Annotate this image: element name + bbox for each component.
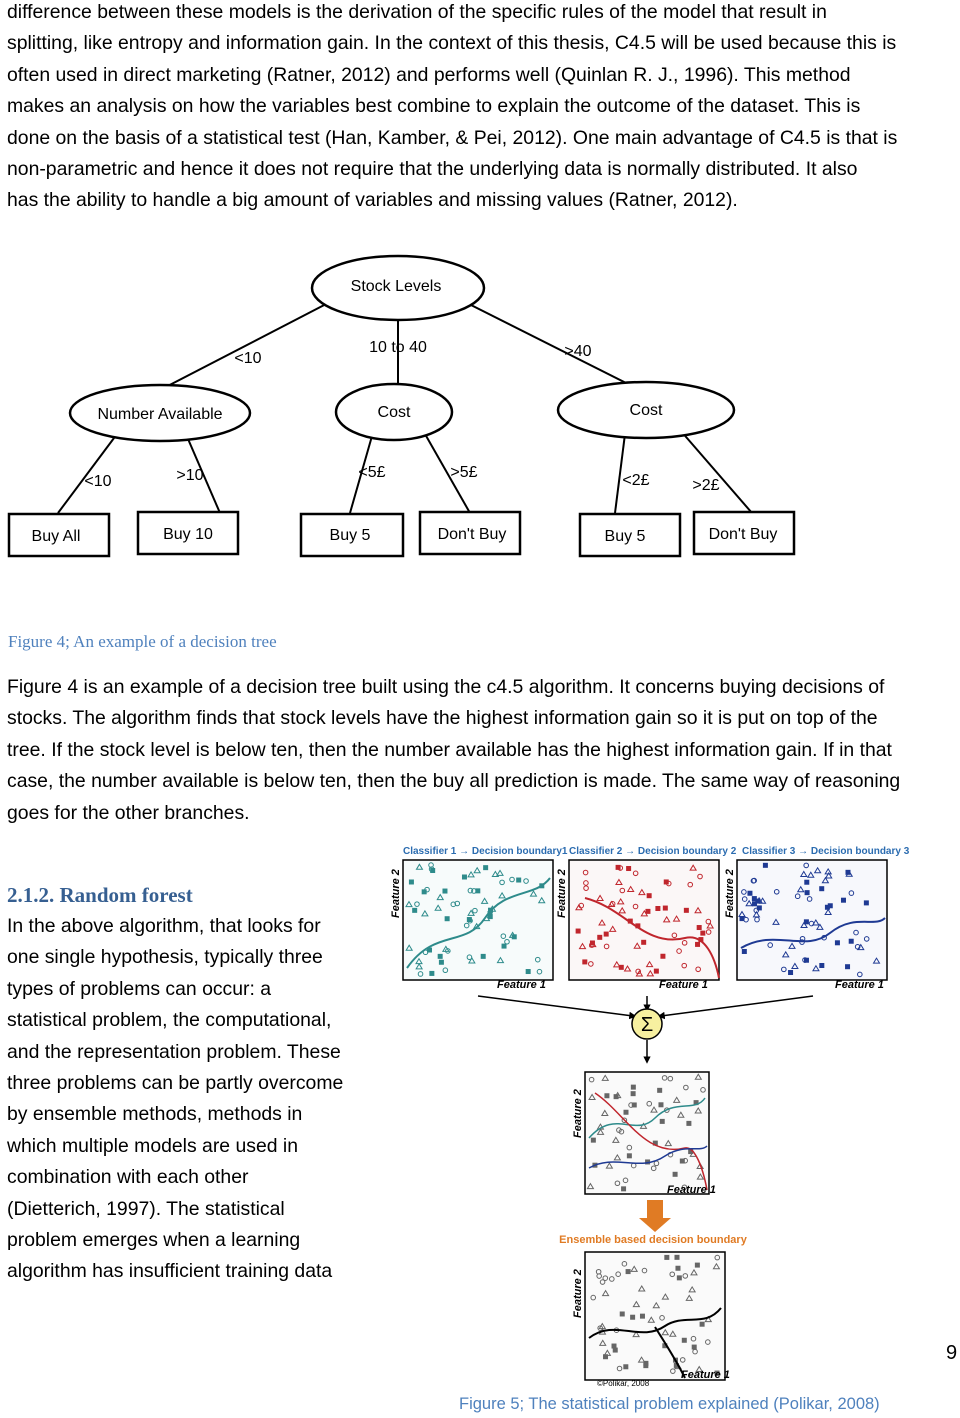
scatter-marker [805, 890, 810, 895]
tree-edge-label: <10 [234, 350, 262, 367]
scatter-marker [864, 900, 869, 905]
text-line: often used in direct marketing (Ratner, 2012) and performs well (Quinlan R. J., 1996). This method [7, 63, 851, 86]
scatter-marker [582, 959, 587, 964]
scatter-marker [673, 1172, 678, 1177]
scatter-marker [438, 954, 443, 959]
scatter-marker [845, 964, 850, 969]
text-line: and the representation problem. These [7, 1040, 341, 1063]
scatter-marker [788, 970, 793, 975]
scatter-marker [631, 1085, 636, 1090]
tree-edge-label: 10 to 40 [369, 339, 427, 356]
tree-node-label: Number Available [97, 406, 223, 423]
text-line: non-parametric and hence it does not require that the underlying data is normally distributed. It also [7, 158, 858, 181]
scatter-marker [620, 1311, 625, 1316]
tree-edge-label: <5£ [358, 464, 386, 481]
decision-tree-figure [0, 250, 960, 570]
scatter-marker [695, 942, 700, 947]
scatter-marker [439, 960, 444, 965]
text-line: three problems can be partly overcome [7, 1072, 344, 1095]
scatter-marker [677, 1275, 682, 1280]
text-line: stocks. The algorithm finds that stock levels have the highest information gain so it is put on top of the [7, 707, 878, 730]
scatter-marker [626, 1269, 631, 1274]
text-line: one single hypothesis, typically three [7, 946, 323, 969]
scatter-marker [604, 1093, 609, 1098]
scatter-marker [647, 893, 652, 898]
tree-explanation-paragraph [7, 672, 957, 829]
classifier-1-title: Classifier 1 → Decision boundary1 [403, 846, 568, 857]
text-line: done on the basis of a statistical test (Han, Kamber, & Pei, 2012). One main advantage of C4.5 is that is [7, 126, 898, 149]
scatter-marker [819, 886, 824, 891]
scatter-marker [445, 916, 450, 921]
scatter-marker [686, 1121, 691, 1126]
scatter-marker [481, 954, 486, 959]
scatter-marker [755, 899, 760, 904]
classifier-1-panel [403, 860, 553, 980]
text-line: difference between these models is the derivation of the specific rules of the model that result in [7, 1, 827, 23]
y-axis-label: Feature 2 [572, 1269, 584, 1318]
scatter-marker [641, 940, 646, 945]
scatter-marker [430, 868, 435, 873]
tree-leaf-label: Buy All [31, 528, 81, 545]
scatter-marker [591, 1138, 596, 1143]
classifier-3-title: Classifier 3 → Decision boundary 3 [742, 846, 910, 857]
y-axis-label: Feature 2 [572, 1089, 584, 1138]
scatter-marker [654, 969, 659, 974]
x-axis-label: Feature 1 [835, 979, 884, 991]
scatter-marker [849, 939, 854, 944]
random-forest-paragraph [7, 911, 377, 1288]
scatter-marker [467, 917, 472, 922]
scatter-marker [675, 1266, 680, 1271]
down-arrow-icon [639, 1200, 671, 1232]
scatter-marker [742, 949, 747, 954]
scatter-marker [684, 908, 689, 913]
scatter-marker [660, 1119, 665, 1124]
tree-edge-label: <10 [84, 473, 112, 490]
scatter-marker [747, 891, 752, 896]
text-line: types of problems can occur: a [7, 977, 272, 1000]
tree-edge-label: >10 [176, 467, 204, 484]
scatter-marker [590, 940, 595, 945]
credit-text: ©Polikar, 2008 [597, 1379, 650, 1388]
tree-leaf-label: Buy 10 [163, 526, 213, 543]
x-axis-label: Feature 1 [681, 1369, 730, 1381]
scatter-marker [627, 1153, 632, 1158]
scatter-marker [409, 879, 414, 884]
scatter-marker [657, 1088, 662, 1093]
scatter-marker [623, 1364, 628, 1369]
text-line: has the ability to handle a big amount of variables and missing values (Ratner, 2012). [7, 189, 738, 212]
text-line: algorithm has insufficient training data [7, 1260, 333, 1283]
scatter-marker [640, 1314, 645, 1319]
scatter-marker [841, 898, 846, 903]
y-axis-label: Feature 2 [724, 869, 736, 918]
scatter-marker [700, 931, 705, 936]
scatter-marker [462, 874, 467, 879]
classifier-3-panel [737, 860, 887, 980]
scatter-marker [429, 971, 434, 976]
scatter-marker [763, 863, 768, 868]
scatter-marker [692, 1345, 697, 1350]
text-line: goes for the other branches. [7, 801, 250, 824]
scatter-marker [597, 935, 602, 940]
scatter-marker [697, 925, 702, 930]
figure-4-caption: Figure 4; An example of a decision tree [8, 632, 277, 651]
scatter-marker [674, 1255, 679, 1260]
scatter-marker [660, 954, 665, 959]
classifier-2-title: Classifier 2 → Decision boundary 2 [569, 846, 737, 857]
scatter-marker [516, 878, 521, 883]
tree-node-label: Cost [629, 402, 663, 419]
scatter-marker [631, 1091, 636, 1096]
tree-leaf-label: Don't Buy [708, 526, 778, 543]
x-axis-label: Feature 1 [667, 1184, 716, 1196]
text-line: In the above algorithm, that looks for [7, 915, 321, 937]
tree-edge-label: >2£ [692, 477, 720, 494]
x-axis-label: Feature 1 [497, 979, 546, 991]
scatter-marker [804, 958, 809, 963]
scatter-marker [655, 906, 660, 911]
scatter-marker [526, 969, 531, 974]
text-line: statistical problem, the computational, [7, 1009, 332, 1032]
section-heading: 2.1.2. Random forest [7, 883, 193, 907]
x-axis-label: Feature 1 [659, 979, 708, 991]
scatter-marker [664, 1255, 669, 1260]
scatter-marker [612, 1344, 617, 1349]
scatter-marker [576, 929, 581, 934]
scatter-marker [626, 866, 631, 871]
scatter-marker [623, 1110, 628, 1115]
combined-panel [585, 1072, 709, 1194]
ensemble-figure [385, 838, 915, 1390]
scatter-marker [700, 1322, 705, 1327]
scatter-marker [819, 963, 824, 968]
text-line: Figure 4 is an example of a decision tree built using the c4.5 algorithm. It concerns buying decisions of [7, 676, 885, 698]
scatter-marker [658, 1102, 663, 1107]
scatter-marker [412, 908, 417, 913]
scatter-marker [695, 1263, 700, 1268]
tree-edge-label: >5£ [450, 464, 478, 481]
tree-edge-label: >40 [564, 343, 592, 360]
text-line: problem emerges when a learning [7, 1229, 301, 1252]
classifier-2-panel [569, 860, 719, 980]
tree-edge-label: <2£ [622, 472, 650, 489]
text-line: which multiple models are used in [7, 1134, 299, 1157]
scatter-marker [604, 932, 609, 937]
scatter-marker [663, 906, 668, 911]
scatter-marker [630, 1315, 635, 1320]
scatter-marker [442, 889, 447, 894]
scatter-marker [483, 865, 488, 870]
y-axis-label: Feature 2 [390, 869, 402, 918]
text-line: by ensemble methods, methods in [7, 1103, 303, 1126]
ensemble-boundary-label: Ensemble based decision boundary [559, 1234, 747, 1246]
scatter-marker [621, 1186, 626, 1191]
tree-node-label: Cost [377, 404, 411, 421]
scatter-marker [835, 940, 840, 945]
tree-leaf-label: Buy 5 [604, 528, 646, 545]
text-line: tree. If the stock level is below ten, then the number available has the highest information gain. If in that [7, 738, 892, 761]
ensemble-panel [585, 1252, 725, 1380]
figure-5-caption: Figure 5; The statistical problem explained (Polikar, 2008) [459, 1395, 880, 1413]
scatter-marker [828, 903, 833, 908]
tree-root-label: Stock Levels [350, 278, 442, 295]
scatter-marker [643, 1363, 648, 1368]
scatter-marker [682, 1338, 687, 1343]
text-line: (Dietterich, 1997). The statistical [7, 1197, 285, 1220]
intro-paragraph [7, 0, 957, 217]
text-line: combination with each other [7, 1166, 249, 1189]
text-line: case, the number available is below ten, then the buy all prediction is made. The same way of reasoning [7, 770, 901, 793]
scatter-marker [804, 880, 809, 885]
text-line: makes an analysis on how the variables best combine to explain the outcome of the dataset. This is [7, 95, 861, 118]
scatter-marker [502, 944, 507, 949]
tree-leaf-label: Buy 5 [329, 527, 371, 544]
text-line: splitting, like entropy and information gain. In the context of this thesis, C4.5 will be used because this is [7, 32, 897, 55]
tree-leaf-label: Don't Buy [437, 526, 507, 543]
page-number: 9 [946, 1342, 958, 1364]
y-axis-label: Feature 2 [556, 869, 568, 918]
sigma-icon: Σ [640, 1014, 654, 1036]
